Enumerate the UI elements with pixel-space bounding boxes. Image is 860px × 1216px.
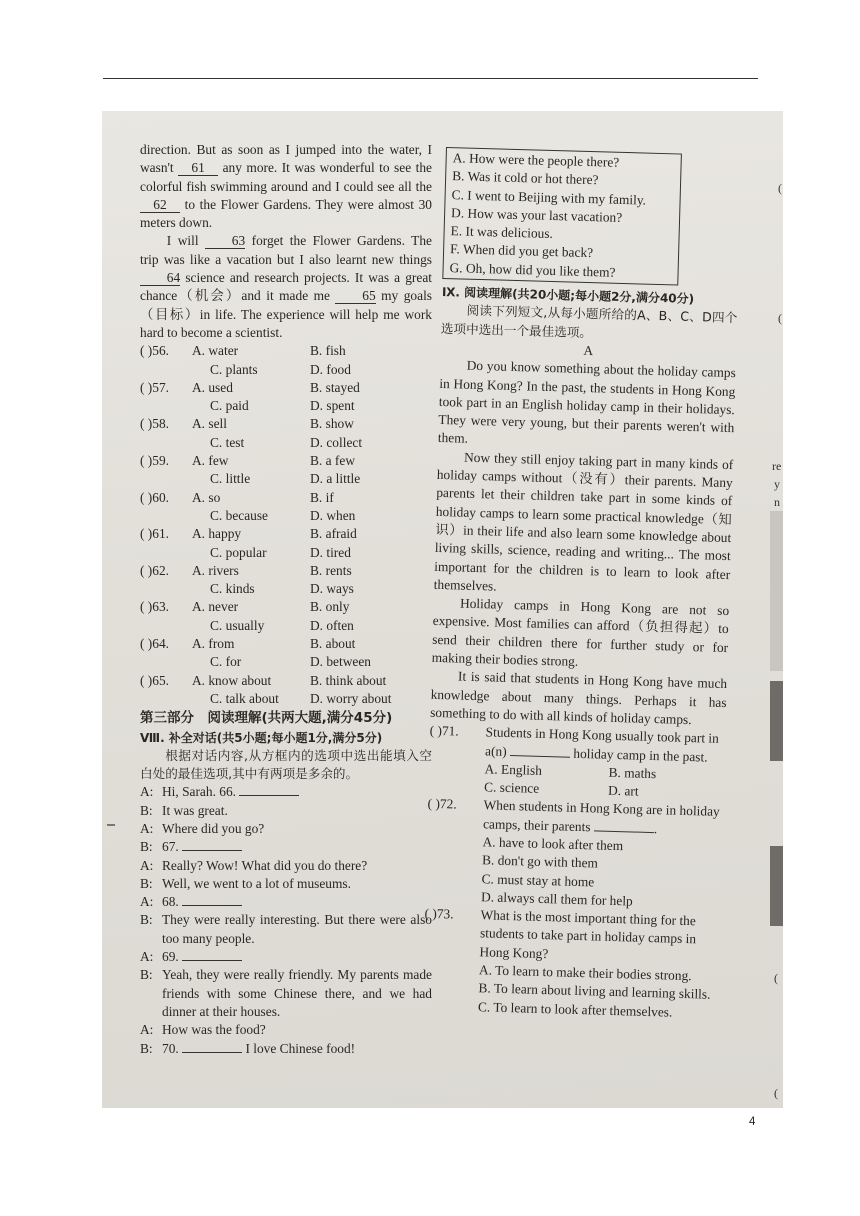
- option-row: [140, 690, 432, 708]
- option-a: A. few: [192, 453, 229, 469]
- dialogue-text: [162, 948, 432, 966]
- dialogue-text: [162, 820, 432, 838]
- dialogue-line: [140, 911, 432, 948]
- answer-option: D. always call them for help: [480, 889, 633, 909]
- choice-item: F. When did you get back?: [449, 241, 594, 261]
- answer-option: D. art: [607, 782, 639, 799]
- speaker: B:: [140, 875, 153, 891]
- choice-item: G. Oh, how did you like them?: [449, 259, 616, 280]
- edge-image-fragment: [770, 511, 783, 671]
- option-b: B. show: [310, 416, 354, 432]
- passage-text: I will: [166, 233, 205, 249]
- dialogue-text-content: Really? Wow! What did you do there?: [162, 857, 368, 873]
- speaker: A:: [140, 949, 154, 965]
- option-row: [140, 415, 432, 433]
- dialogue-text: [162, 893, 432, 911]
- spacer: [140, 434, 192, 452]
- question-number: ( )73.: [424, 905, 454, 922]
- dialogue-text: [162, 1021, 432, 1039]
- option-c: C. paid: [210, 398, 249, 414]
- dialogue-line: [140, 1021, 432, 1039]
- answer-option: C. science: [483, 779, 540, 796]
- option-d: D. worry about: [310, 690, 392, 706]
- right-column: [422, 147, 742, 1023]
- option-a: A. know about: [192, 672, 272, 688]
- answer-option: B. maths: [608, 764, 657, 781]
- dialogue-text-content: Hi, Sarah. 66.: [162, 784, 240, 800]
- spacer: [140, 470, 192, 488]
- option-a: A. used: [192, 379, 233, 395]
- section9-heading: Ⅸ. 阅读理解(共20小题;每小题2分,满分40分): [441, 285, 695, 307]
- option-row: [140, 525, 432, 543]
- spacer: [140, 690, 192, 708]
- option-row: [140, 397, 432, 415]
- passage-text: direction. But as soon as I jumped into the water, I wasn't: [140, 142, 432, 176]
- dialogue-text-content: I love Chinese food!: [242, 1040, 356, 1056]
- dialogue-text: [162, 1040, 432, 1058]
- dialogue-line: [140, 893, 432, 911]
- speaker: B:: [140, 967, 153, 983]
- option-c: C. little: [210, 471, 251, 487]
- option-a: A. rivers: [192, 562, 239, 578]
- dialogue-text-content: Well, we went to a lot of museums.: [162, 875, 351, 891]
- speaker: A:: [140, 784, 154, 800]
- passage-text: forget the Flower Gardens. The trip was like a vacation but I also learnt new things: [140, 233, 432, 267]
- option-row: [140, 635, 432, 653]
- dialogue-text: [162, 966, 432, 1021]
- dialogue-line: [140, 948, 432, 966]
- option-c: C. popular: [210, 544, 267, 560]
- passage-text: my goals（目标）in life. The experience will help me work hard to become a scientist.: [140, 288, 432, 340]
- section8-instructions: 根据对话内容,从方框内的选项中选出能填入空白处的最佳选项,其中有两项是多余的。: [140, 747, 432, 782]
- option-row: [140, 653, 432, 671]
- header-rule: [103, 78, 758, 79]
- option-c: C. because: [210, 507, 269, 523]
- blank-65: 65: [335, 289, 375, 304]
- passage-paragraph: Now they still enjoy taking part in many kinds of holiday camps without（没有）their parents. Many parents let their children take part in some kinds of holiday camps to learn some practical knowledge（知识）in their life and also learn some knowledge about living skills, science, reading and writing... The most important for the children is to learn to look after themselves.: [433, 449, 734, 594]
- question-stem-text: When students in Hong Kong are in holiday camps, their parents: [482, 797, 720, 835]
- answer-blank: [510, 755, 570, 758]
- edge-fragment: (: [774, 1086, 778, 1100]
- section8-heading: Ⅷ. 补全对话(共5小题;每小题1分,满分5分): [140, 730, 383, 745]
- option-d: D. a little: [310, 471, 361, 487]
- answer-option: A. English: [484, 761, 543, 778]
- choices-box: [442, 147, 682, 286]
- spacer: [140, 507, 192, 525]
- question-number: ( )59.: [140, 453, 170, 469]
- option-c: C. usually: [210, 617, 265, 633]
- question-number: ( )56.: [140, 343, 170, 359]
- question-stem-text: Students in Hong Kong usually took part in a(n): [484, 724, 720, 759]
- dialogue-text: [162, 838, 432, 856]
- passage-paragraph-1: [140, 141, 432, 232]
- edge-image-fragment: [770, 681, 783, 761]
- question-stem-text: holiday camp in the past.: [569, 745, 708, 765]
- dialogue-text-content: It was great.: [162, 802, 228, 818]
- option-row: [140, 507, 432, 525]
- passage-paragraph-2: [140, 232, 432, 342]
- passage-text: to the Flower Gardens. They were almost 30 meters down.: [140, 196, 432, 231]
- option-a: A. happy: [192, 526, 242, 542]
- option-b: B. a few: [310, 453, 355, 469]
- passage-text: any more. It was wonderful to see the colorful fish swimming around and I could see all the: [140, 160, 432, 194]
- option-d: D. ways: [310, 581, 354, 597]
- dialogue-text-content: 69.: [162, 949, 183, 965]
- option-row: [140, 580, 432, 598]
- dialogue-text-content: Where did you go?: [162, 820, 265, 836]
- spacer: [140, 397, 192, 415]
- dialogue-text: [162, 802, 432, 820]
- section9-instructions: 阅读下列短文,从每小题所给的A、B、C、D四个选项中选出一个最佳选项。: [440, 303, 738, 340]
- pen-mark: [107, 824, 115, 826]
- question-number: ( )63.: [140, 599, 170, 615]
- choice-item: A. How were the people there?: [452, 150, 620, 170]
- spacer: [140, 544, 192, 562]
- option-row: [140, 617, 432, 635]
- dialogue-line: [140, 857, 432, 875]
- question-number: ( )61.: [140, 526, 170, 542]
- option-row: [140, 452, 432, 470]
- option-c: C. test: [210, 434, 245, 450]
- dialogue-text: [162, 875, 432, 893]
- dialogue-text-content: 68.: [162, 894, 183, 910]
- edge-fragment: n: [774, 495, 780, 509]
- speaker: A:: [140, 1022, 154, 1038]
- page-number: 4: [749, 1116, 756, 1128]
- option-b: B. afraid: [310, 526, 357, 542]
- dialogue-text: [162, 783, 432, 801]
- question-number: ( )71.: [429, 722, 459, 739]
- option-a: A. sell: [192, 416, 227, 432]
- question-number: ( )57.: [140, 379, 170, 395]
- questions: [422, 722, 726, 1023]
- option-b: B. only: [310, 599, 350, 615]
- option-d: D. often: [310, 617, 354, 633]
- option-c: C. kinds: [210, 581, 255, 597]
- question-number: ( )60.: [140, 489, 170, 505]
- blank-61: 61: [178, 161, 218, 176]
- option-a: A. water: [192, 343, 239, 359]
- question-number: ( )58.: [140, 416, 170, 432]
- blank-63: 63: [205, 234, 245, 249]
- passage-paragraph: Holiday camps in Hong Kong are not so expensive. Most families can afford（负担得起）to send their children there for further study or for making their bodies strong.: [431, 595, 730, 669]
- blank-64: 64: [140, 271, 180, 286]
- option-d: D. collect: [310, 434, 363, 450]
- option-c: C. talk about: [210, 690, 279, 706]
- option-d: D. tired: [310, 544, 351, 560]
- reading-passage: [430, 356, 736, 730]
- answer-option: C. must stay at home: [481, 870, 595, 890]
- cloze-options: [140, 342, 432, 708]
- dialogue-line: [140, 802, 432, 820]
- option-b: B. if: [310, 489, 334, 505]
- answer-blank: [594, 830, 654, 833]
- option-b: B. fish: [310, 343, 346, 359]
- speaker: B:: [140, 912, 153, 928]
- option-row: [140, 598, 432, 616]
- passage-label: A: [583, 342, 594, 359]
- edge-fragment: y: [774, 477, 780, 491]
- dialogue-text-content: How was the food?: [162, 1022, 266, 1038]
- question-stem-text: What is the most important thing for the students to take part in holiday camps in Hong Kong?: [479, 907, 697, 961]
- question-item: [423, 905, 720, 968]
- passage-paragraph: Do you know something about the holiday camps in Hong Kong? In the past, the students in Hong Kong took part in an English holiday camp in their holidays. They were very young, but their parents weren't with them.: [437, 357, 737, 447]
- spacer: [140, 653, 192, 671]
- option-a: A. so: [192, 489, 221, 505]
- speaker: A:: [140, 857, 154, 873]
- question-number: ( )64.: [140, 636, 170, 652]
- dialogue-line: [140, 820, 432, 838]
- answer-option: B. To learn about living and learning skills.: [478, 980, 711, 1003]
- option-row: [140, 379, 432, 397]
- edge-fragment: (: [778, 311, 782, 325]
- option-b: B. think about: [310, 672, 387, 688]
- question-number: ( )72.: [427, 796, 457, 812]
- option-d: D. spent: [310, 398, 355, 414]
- question-number: ( )62.: [140, 562, 170, 578]
- answer-blank: [182, 960, 242, 961]
- edge-fragment: re: [772, 459, 782, 473]
- option-d: D. food: [310, 361, 351, 377]
- option-b: B. stayed: [310, 379, 360, 395]
- dialogue-line: [140, 1040, 432, 1058]
- answer-blank: [239, 795, 299, 796]
- speaker: A:: [140, 820, 154, 836]
- part3-heading: 第三部分 阅读理解(共两大题,满分45分): [140, 710, 393, 727]
- dialogue-text-content: Yeah, they were really friendly. My parents made friends with some Chinese there, and we had dinner at their houses.: [162, 967, 432, 1019]
- option-c: C. for: [210, 654, 242, 670]
- choice-item: E. It was delicious.: [450, 223, 554, 242]
- option-row: [140, 544, 432, 562]
- option-row: [140, 470, 432, 488]
- option-a: A. never: [192, 599, 239, 615]
- option-c: C. plants: [210, 361, 258, 377]
- question-number: ( )65.: [140, 672, 170, 688]
- dialogue-line: [140, 783, 432, 801]
- speaker: A:: [140, 894, 154, 910]
- choice-item: D. How was your last vacation?: [450, 205, 623, 225]
- edge-image-fragment: [770, 846, 783, 926]
- option-b: B. rents: [310, 562, 352, 578]
- speaker: B:: [140, 802, 153, 818]
- dialogue-line: [140, 838, 432, 856]
- dialogue-text: [162, 857, 432, 875]
- option-row: [140, 361, 432, 379]
- option-row: [140, 489, 432, 507]
- left-column: [140, 141, 432, 1058]
- dialogue-text: [162, 911, 432, 948]
- dialogue-line: [140, 875, 432, 893]
- dialogue-text-content: 67.: [162, 839, 183, 855]
- answer-option: B. don't go with them: [481, 852, 599, 871]
- scanned-page-photo: [102, 111, 783, 1108]
- option-row: [140, 434, 432, 452]
- edge-fragment: (: [778, 181, 782, 195]
- answer-blank: [182, 1052, 242, 1053]
- option-d: D. between: [310, 654, 371, 670]
- dialogue: [140, 783, 432, 1057]
- dialogue-line: [140, 966, 432, 1021]
- option-b: B. about: [310, 636, 356, 652]
- edge-fragment: (: [774, 971, 778, 985]
- dialogue-text-content: 70.: [162, 1040, 183, 1056]
- answer-blank: [182, 850, 242, 851]
- passage-paragraph: It is said that students in Hong Kong have much knowledge about many things. Perhaps it has something to do with all kinds of holiday camps.: [430, 668, 728, 727]
- passage-text: science and research projects. It was a great chance（机会）and it made me: [140, 270, 432, 304]
- choice-item: C. I went to Beijing with my family.: [451, 186, 647, 208]
- spacer: [140, 617, 192, 635]
- spacer: [140, 361, 192, 379]
- answer-blank: [182, 905, 242, 906]
- option-d: D. when: [310, 507, 356, 523]
- question-stem: [479, 906, 720, 968]
- question-stem-text: .: [653, 820, 658, 836]
- option-row: [140, 672, 432, 690]
- option-row: [140, 562, 432, 580]
- answer-option: A. have to look after them: [482, 834, 624, 854]
- option-row: [140, 342, 432, 360]
- spacer: [140, 580, 192, 598]
- answer-option: C. To learn to look after themselves.: [477, 998, 673, 1020]
- dialogue-text-content: They were really interesting. But there were also too many people.: [162, 912, 432, 946]
- blank-62: 62: [140, 198, 180, 213]
- choice-item: B. Was it cold or hot there?: [451, 168, 599, 188]
- option-a: A. from: [192, 636, 235, 652]
- speaker: B:: [140, 839, 153, 855]
- answer-option: A. To learn to make their bodies strong.: [478, 962, 692, 984]
- speaker: B:: [140, 1040, 153, 1056]
